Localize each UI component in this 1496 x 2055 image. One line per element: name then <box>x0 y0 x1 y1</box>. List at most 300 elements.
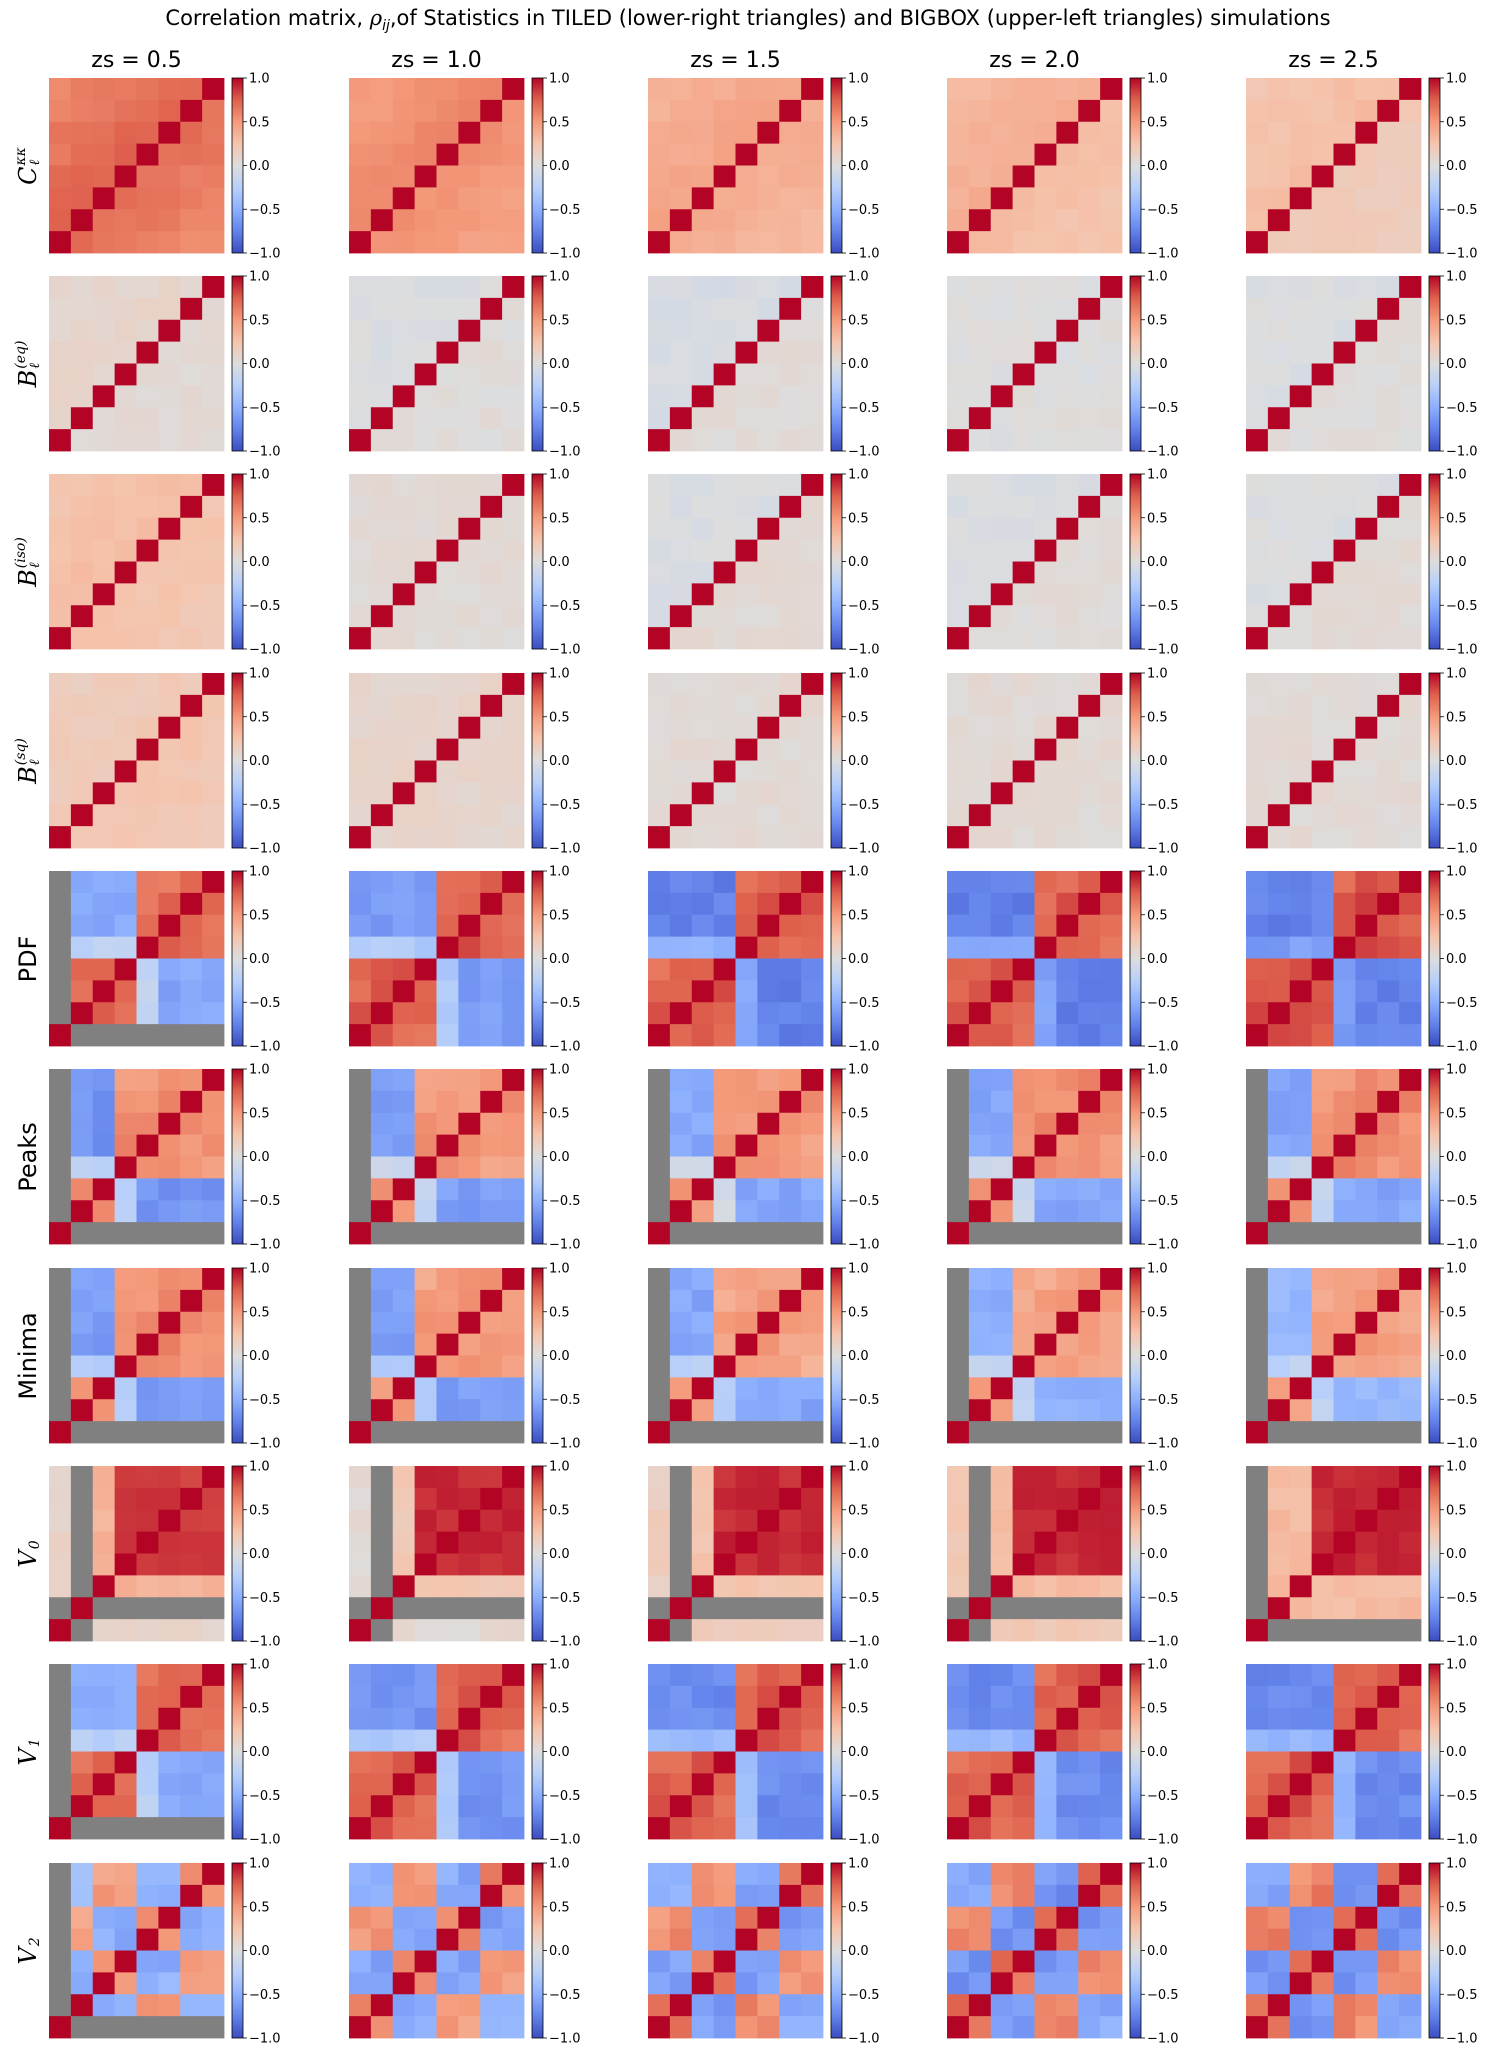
heatmap-cell <box>158 1466 180 1488</box>
heatmap-cell <box>158 695 180 717</box>
heatmap-cell <box>714 980 736 1002</box>
heatmap-cell <box>757 187 779 209</box>
colorbar-tick-label: −1.0 <box>1147 1039 1179 1055</box>
heatmap-cell <box>349 1091 371 1113</box>
heatmap-cell <box>415 1752 437 1774</box>
heatmap-cell <box>1399 385 1421 407</box>
heatmap-cell <box>349 540 371 562</box>
heatmap-cell <box>71 385 93 407</box>
heatmap-cell <box>1013 937 1035 959</box>
heatmap-cell <box>1334 1421 1356 1443</box>
heatmap-cell <box>692 893 714 915</box>
row-label-symbol: B <box>14 369 42 387</box>
heatmap-cell <box>947 1002 969 1024</box>
heatmap-cell <box>736 1466 758 1488</box>
heatmap-cell <box>991 1356 1013 1378</box>
heatmap-cell <box>480 231 502 253</box>
heatmap-cell <box>458 540 480 562</box>
heatmap-cell <box>1078 562 1100 584</box>
heatmap-cell <box>349 695 371 717</box>
heatmap-cell <box>779 605 801 627</box>
heatmap-cell <box>437 1619 459 1641</box>
heatmap-cell <box>1035 1113 1057 1135</box>
colorbar-gradient <box>1429 871 1440 1046</box>
heatmap-cell <box>371 893 393 915</box>
colorbar-gradient <box>1429 1268 1440 1443</box>
heatmap-cell <box>371 1268 393 1290</box>
heatmap-cell <box>714 1488 736 1510</box>
heatmap-cell <box>137 209 159 231</box>
colorbar-tick-label: −0.5 <box>1147 797 1179 813</box>
heatmap-cell <box>670 1113 692 1135</box>
heatmap-cell <box>437 1002 459 1024</box>
heatmap-cell <box>415 1069 437 1091</box>
heatmap-cell <box>969 583 991 605</box>
heatmap-cell <box>947 1290 969 1312</box>
colorbar-gradient <box>232 1268 243 1443</box>
heatmap-cell <box>1399 937 1421 959</box>
heatmap-cell <box>437 1773 459 1795</box>
colorbar-tick-label: 1.0 <box>249 467 270 483</box>
heatmap-cell <box>736 320 758 342</box>
heatmap-cell <box>1013 100 1035 122</box>
heatmap-cell <box>371 1510 393 1532</box>
heatmap-cell <box>415 717 437 739</box>
heatmap-cell <box>93 1377 115 1399</box>
heatmap-cell <box>947 1575 969 1597</box>
heatmap-cell <box>1312 1951 1334 1973</box>
heatmap-cell <box>115 2016 137 2038</box>
heatmap-cell <box>714 385 736 407</box>
heatmap-cell <box>393 1069 415 1091</box>
heatmap-cell <box>801 1907 823 1929</box>
heatmap-cell <box>71 474 93 496</box>
heatmap-cell <box>991 1664 1013 1686</box>
heatmap-cell <box>437 1510 459 1532</box>
heatmap-cell <box>714 1113 736 1135</box>
colorbar-tick-label: 0.0 <box>249 159 270 174</box>
heatmap-cell <box>779 1951 801 1973</box>
colorbar-tick-label: 1.0 <box>848 864 869 880</box>
heatmap-cell <box>801 100 823 122</box>
heatmap-cell <box>991 342 1013 364</box>
heatmap-cell <box>1035 122 1057 144</box>
heatmap-cell <box>1078 1488 1100 1510</box>
heatmap-cell <box>393 980 415 1002</box>
heatmap-cell <box>1035 980 1057 1002</box>
colorbar-tick-label: 0.0 <box>249 1547 270 1562</box>
heatmap-panel <box>648 1664 823 1839</box>
heatmap-cell <box>1056 980 1078 1002</box>
heatmap-cell <box>415 518 437 540</box>
heatmap-cell <box>692 2016 714 2038</box>
colorbar-tick-label: −1.0 <box>1147 2031 1179 2047</box>
colorbar-tick-label: 0.0 <box>1446 952 1467 967</box>
heatmap-cell <box>991 1178 1013 1200</box>
heatmap-cell <box>349 1002 371 1024</box>
heatmap-cell <box>437 893 459 915</box>
heatmap-cell <box>158 1510 180 1532</box>
heatmap-cell <box>1056 1773 1078 1795</box>
heatmap-panel <box>1246 78 1421 253</box>
heatmap-cell <box>371 231 393 253</box>
heatmap-cell <box>947 1664 969 1686</box>
heatmap-cell <box>779 1222 801 1244</box>
heatmap-cell <box>458 1817 480 1839</box>
colorbar <box>1130 270 1179 460</box>
heatmap-cell <box>1056 100 1078 122</box>
colorbar-tick-label: −1.0 <box>549 444 581 460</box>
heatmap-cell <box>1377 1290 1399 1312</box>
heatmap-cell <box>801 1972 823 1994</box>
heatmap-cell <box>180 1817 202 1839</box>
heatmap-cell <box>349 100 371 122</box>
heatmap-cell <box>1013 1377 1035 1399</box>
heatmap-cell <box>158 231 180 253</box>
heatmap-cell <box>757 1113 779 1135</box>
heatmap-cell <box>349 562 371 584</box>
heatmap-cell <box>736 1157 758 1179</box>
heatmap-cell <box>1056 364 1078 386</box>
heatmap-panel <box>1246 1664 1421 1839</box>
heatmap-cell <box>757 804 779 826</box>
heatmap-cell <box>1377 540 1399 562</box>
heatmap-cell <box>415 605 437 627</box>
heatmap-cell <box>1035 474 1057 496</box>
heatmap-cell <box>648 915 670 937</box>
heatmap-cell <box>648 1951 670 1973</box>
heatmap-cell <box>1013 1091 1035 1113</box>
heatmap-cell <box>437 1488 459 1510</box>
colorbar-tick-label: −1.0 <box>249 1634 281 1650</box>
colorbar-tick-label: 1.0 <box>249 1856 270 1872</box>
heatmap-cell <box>1056 1002 1078 1024</box>
heatmap-cell <box>801 1200 823 1222</box>
heatmap-cell <box>93 627 115 649</box>
heatmap-cell <box>180 1334 202 1356</box>
heatmap-cell <box>180 78 202 100</box>
heatmap-cell <box>670 474 692 496</box>
heatmap-cell <box>49 739 71 761</box>
heatmap-cell <box>1246 1773 1268 1795</box>
heatmap-cell <box>692 1554 714 1576</box>
heatmap-cell <box>801 518 823 540</box>
heatmap-cell <box>1312 1795 1334 1817</box>
row-label-superscript: (iso) <box>13 536 29 568</box>
heatmap-cell <box>1290 122 1312 144</box>
heatmap-cell <box>93 695 115 717</box>
colorbar-gradient <box>831 474 842 649</box>
heatmap-cell <box>692 739 714 761</box>
heatmap-cell <box>458 1686 480 1708</box>
heatmap-cell <box>1377 276 1399 298</box>
heatmap-cell <box>1355 1972 1377 1994</box>
heatmap-cell <box>1399 144 1421 166</box>
heatmap-cell <box>801 1178 823 1200</box>
heatmap-cell <box>1377 385 1399 407</box>
heatmap-cell <box>180 1200 202 1222</box>
heatmap-cell <box>1355 915 1377 937</box>
heatmap-cell <box>49 980 71 1002</box>
heatmap-cell <box>202 959 224 981</box>
heatmap-cell <box>437 673 459 695</box>
heatmap-cell <box>158 1200 180 1222</box>
heatmap-cell <box>1334 1488 1356 1510</box>
heatmap-cell <box>393 298 415 320</box>
heatmap-cell <box>757 673 779 695</box>
heatmap-cell <box>137 1994 159 2016</box>
heatmap-cell <box>648 937 670 959</box>
heatmap-cell <box>202 717 224 739</box>
heatmap-cell <box>1312 717 1334 739</box>
heatmap-cell <box>458 166 480 188</box>
heatmap-cell <box>648 1421 670 1443</box>
heatmap-cell <box>393 1730 415 1752</box>
heatmap-cell <box>349 893 371 915</box>
heatmap-cell <box>947 298 969 320</box>
heatmap-cell <box>779 1135 801 1157</box>
heatmap-cell <box>1268 1972 1290 1994</box>
heatmap-cell <box>947 980 969 1002</box>
heatmap-cell <box>1268 78 1290 100</box>
heatmap-cell <box>1377 364 1399 386</box>
colorbar-tick-label: −1.0 <box>1446 2031 1478 2047</box>
heatmap-cell <box>692 1951 714 1973</box>
colorbar-tick-label: 1.0 <box>249 1261 270 1277</box>
heatmap-cell <box>1399 166 1421 188</box>
heatmap-cell <box>648 871 670 893</box>
heatmap-cell <box>502 1200 524 1222</box>
heatmap-cell <box>371 320 393 342</box>
heatmap-cell <box>158 915 180 937</box>
colorbar-tick-label: 0.5 <box>549 1106 570 1122</box>
heatmap-cell <box>1377 605 1399 627</box>
heatmap-cell <box>1399 739 1421 761</box>
heatmap-cell <box>1312 1817 1334 1839</box>
heatmap-cell <box>1334 1356 1356 1378</box>
heatmap-cell <box>692 1312 714 1334</box>
heatmap-cell <box>947 385 969 407</box>
heatmap-cell <box>692 385 714 407</box>
heatmap-cell <box>801 429 823 451</box>
heatmap-cell <box>502 1135 524 1157</box>
heatmap-cell <box>648 1554 670 1576</box>
heatmap-cell <box>1246 1399 1268 1421</box>
heatmap-cell <box>480 1686 502 1708</box>
colorbar-tick-label: 1.0 <box>848 269 869 285</box>
heatmap-cell <box>202 739 224 761</box>
heatmap-cell <box>1334 1885 1356 1907</box>
heatmap-cell <box>1290 782 1312 804</box>
heatmap-cell <box>1312 1091 1334 1113</box>
heatmap-cell <box>991 385 1013 407</box>
heatmap-cell <box>757 1356 779 1378</box>
heatmap-cell <box>1013 1863 1035 1885</box>
heatmap-cell <box>71 1312 93 1334</box>
colorbar-tick-label: 0.0 <box>549 1150 570 1165</box>
heatmap-cell <box>714 1795 736 1817</box>
heatmap-cell <box>71 893 93 915</box>
heatmap-cell <box>1100 385 1122 407</box>
heatmap-cell <box>371 1619 393 1641</box>
heatmap-cell <box>1377 166 1399 188</box>
heatmap-cell <box>349 761 371 783</box>
heatmap-cell <box>1399 496 1421 518</box>
heatmap-cell <box>393 1597 415 1619</box>
heatmap-cell <box>1078 276 1100 298</box>
heatmap-cell <box>757 276 779 298</box>
heatmap-cell <box>437 298 459 320</box>
heatmap-cell <box>1399 1597 1421 1619</box>
heatmap-cell <box>779 364 801 386</box>
heatmap-cell <box>1399 320 1421 342</box>
heatmap-cell <box>49 209 71 231</box>
heatmap-cell <box>137 980 159 1002</box>
heatmap-cell <box>158 804 180 826</box>
heatmap-panel <box>49 78 224 253</box>
heatmap-cell <box>714 1532 736 1554</box>
heatmap-cell <box>93 1972 115 1994</box>
heatmap-cell <box>93 1488 115 1510</box>
heatmap-cell <box>736 1885 758 1907</box>
heatmap-cell <box>49 122 71 144</box>
heatmap-cell <box>480 1200 502 1222</box>
colorbar-tick-label: 1.0 <box>1147 1657 1168 1673</box>
heatmap-cell <box>202 1575 224 1597</box>
heatmap-cell <box>1312 1268 1334 1290</box>
colorbar-tick-label: 0.5 <box>1147 908 1168 924</box>
heatmap-cell <box>991 562 1013 584</box>
heatmap-cell <box>1399 1619 1421 1641</box>
heatmap-cell <box>1100 209 1122 231</box>
colorbar-tick-label: −1.0 <box>549 246 581 262</box>
heatmap-cell <box>1399 1817 1421 1839</box>
heatmap-cell <box>1056 1951 1078 1973</box>
heatmap-cell <box>180 1907 202 1929</box>
colorbar-tick-label: 1.0 <box>848 467 869 483</box>
heatmap-cell <box>1312 1312 1334 1334</box>
heatmap-cell <box>115 1178 137 1200</box>
heatmap-cell <box>480 1863 502 1885</box>
heatmap-cell <box>458 562 480 584</box>
heatmap-cell <box>437 1377 459 1399</box>
heatmap-cell <box>1312 1290 1334 1312</box>
heatmap-cell <box>1334 605 1356 627</box>
heatmap-cell <box>480 209 502 231</box>
colorbar-tick-label: 1.0 <box>249 269 270 285</box>
heatmap-cell <box>648 1488 670 1510</box>
heatmap-cell <box>1268 1730 1290 1752</box>
colorbar-tick-label: 1.0 <box>1446 1459 1467 1475</box>
heatmap-cell <box>757 1200 779 1222</box>
heatmap-cell <box>670 1002 692 1024</box>
heatmap-cell <box>393 166 415 188</box>
heatmap-cell <box>779 1575 801 1597</box>
heatmap-cell <box>458 1994 480 2016</box>
heatmap-cell <box>801 1773 823 1795</box>
heatmap-cell <box>1355 342 1377 364</box>
heatmap-cell <box>801 1377 823 1399</box>
heatmap-cell <box>757 761 779 783</box>
heatmap-cell <box>1268 342 1290 364</box>
heatmap-cell <box>502 342 524 364</box>
heatmap-cell <box>1334 364 1356 386</box>
heatmap-cell <box>480 1817 502 1839</box>
heatmap-cell <box>49 627 71 649</box>
heatmap-cell <box>779 122 801 144</box>
heatmap-cell <box>1078 518 1100 540</box>
heatmap-cell <box>692 1619 714 1641</box>
heatmap-cell <box>736 804 758 826</box>
heatmap-cell <box>202 364 224 386</box>
heatmap-cell <box>1312 1421 1334 1443</box>
heatmap-cell <box>1399 1222 1421 1244</box>
heatmap-cell <box>180 429 202 451</box>
heatmap-cell <box>1312 144 1334 166</box>
heatmap-cell <box>71 1069 93 1091</box>
row-label-text: Peaks <box>14 1121 42 1192</box>
heatmap-cell <box>736 937 758 959</box>
heatmap-cell <box>158 144 180 166</box>
colorbar-tick-label: 0.5 <box>549 313 570 329</box>
heatmap-cell <box>1013 1178 1035 1200</box>
colorbar-tick-label: −1.0 <box>1147 444 1179 460</box>
heatmap-cell <box>180 1178 202 1200</box>
heatmap-cell <box>202 1532 224 1554</box>
colorbar-tick-label: 1.0 <box>549 71 570 87</box>
heatmap-cell <box>1078 915 1100 937</box>
heatmap-cell <box>202 871 224 893</box>
row-label-subscript: ℓ <box>27 561 43 568</box>
heatmap-cell <box>714 298 736 320</box>
heatmap-cell <box>137 385 159 407</box>
colorbar-tick-label: −1.0 <box>1147 642 1179 658</box>
colorbar-tick-label: −0.5 <box>549 995 581 1011</box>
heatmap-cell <box>1268 298 1290 320</box>
colorbar <box>1429 1857 1478 2047</box>
heatmap-cell <box>393 1907 415 1929</box>
heatmap-cell <box>115 1268 137 1290</box>
heatmap-cell <box>670 78 692 100</box>
heatmap-cell <box>736 1377 758 1399</box>
heatmap-cell <box>1334 166 1356 188</box>
heatmap-cell <box>349 915 371 937</box>
heatmap-cell <box>1056 342 1078 364</box>
colorbar-gradient <box>232 1664 243 1839</box>
heatmap-cell <box>437 231 459 253</box>
heatmap-cell <box>49 695 71 717</box>
heatmap-cell <box>1013 2016 1035 2038</box>
heatmap-cell <box>1290 1951 1312 1973</box>
heatmap-cell <box>1268 1532 1290 1554</box>
heatmap-cell <box>71 1399 93 1421</box>
heatmap-cell <box>415 474 437 496</box>
heatmap-cell <box>692 782 714 804</box>
heatmap-cell <box>991 1994 1013 2016</box>
heatmap-cell <box>692 474 714 496</box>
colorbar-gradient <box>1130 276 1141 451</box>
heatmap-cell <box>480 1929 502 1951</box>
heatmap-cell <box>736 1575 758 1597</box>
heatmap-cell <box>415 540 437 562</box>
heatmap-cell <box>1035 1773 1057 1795</box>
heatmap-cell <box>1035 1399 1057 1421</box>
heatmap-cell <box>137 1290 159 1312</box>
heatmap-cell <box>1056 695 1078 717</box>
colorbar-tick-label: −1.0 <box>848 841 880 857</box>
heatmap-cell <box>1377 937 1399 959</box>
colorbar-tick-label: 0.5 <box>1446 511 1467 527</box>
